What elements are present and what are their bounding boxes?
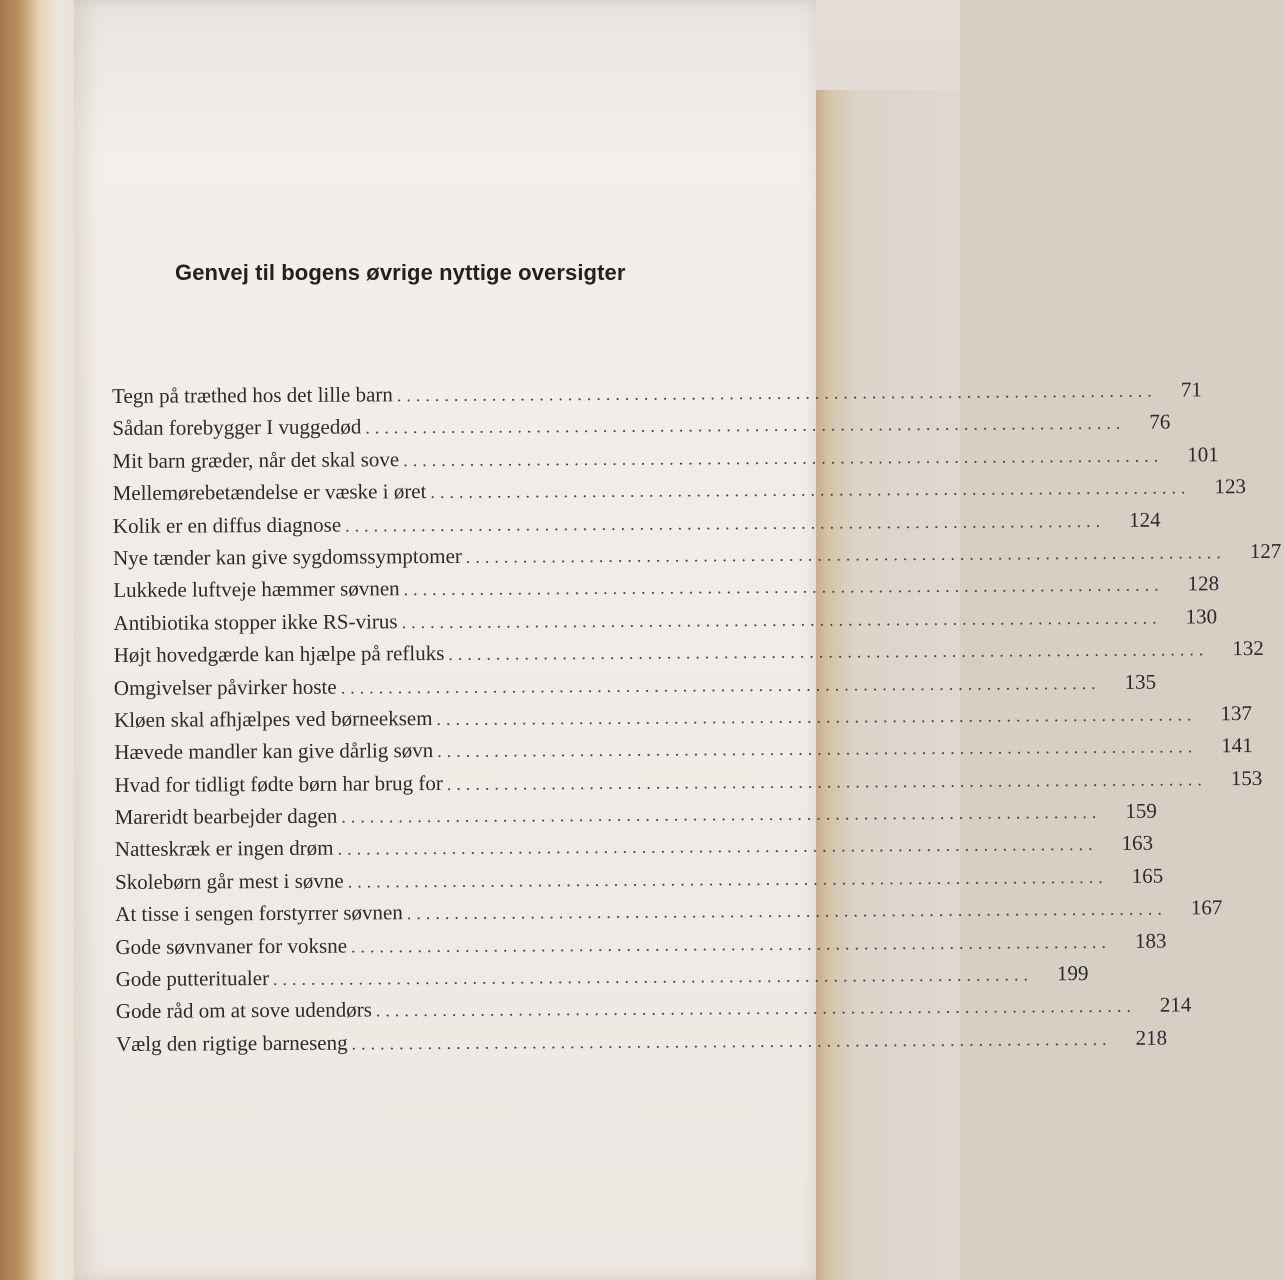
toc-entry-page: 214: [1159, 992, 1192, 1018]
leader-dots: ................................................................................: [375, 996, 1136, 1021]
toc-entry: [113, 668, 1157, 704]
toc-entry: [114, 765, 1263, 801]
leader-dots: ................................................................................: [337, 834, 1098, 860]
toc-entry-page: 124: [1129, 507, 1161, 532]
toc-entry: [113, 603, 1218, 639]
leader-dots: ................................................................................: [365, 413, 1126, 438]
leader-dots: ................................................................................: [272, 964, 1034, 990]
toc-entry-page: 135: [1124, 669, 1157, 694]
left-book-edge: [0, 0, 82, 1280]
toc-entry-title: Kolik er en diffus diagnose: [112, 512, 342, 538]
toc-entry-page: 141: [1221, 733, 1253, 758]
toc-entry-page: 130: [1185, 603, 1218, 629]
toc-entry-page: 199: [1056, 961, 1089, 986]
leader-dots: ................................................................................: [437, 736, 1198, 762]
leader-dots: ................................................................................: [406, 898, 1167, 924]
toc-entry: [112, 409, 1171, 445]
leader-dots: ................................................................................: [446, 769, 1207, 794]
toc-entry: [112, 506, 1161, 542]
leader-dots: ................................................................................: [396, 380, 1157, 406]
toc-entry-title: Natteskræk er ingen drøm: [114, 836, 334, 862]
toc-entry-title: Højt hovedgærde kan hjælpe på refluks: [113, 641, 445, 668]
toc-entry-title: Lukkede luftveje hæmmer søvnen: [113, 576, 400, 603]
toc-entry-title: Mellemørebetændelse er væske i øret: [112, 479, 427, 506]
toc-entry-page: 76: [1149, 409, 1171, 435]
toc-entry-title: Mit barn græder, når det skal sove: [112, 447, 400, 473]
toc-entry-page: 163: [1121, 831, 1154, 856]
toc-entry-title: Hævede mandler kan give dårlig søvn: [114, 738, 434, 765]
toc-entry-page: 128: [1187, 571, 1220, 596]
leader-dots: ................................................................................: [430, 477, 1191, 503]
leader-dots: ................................................................................: [347, 866, 1108, 892]
toc-entry-page: 183: [1134, 928, 1167, 953]
toc-entry: [112, 376, 1202, 412]
toc-entry-page: 137: [1220, 700, 1253, 726]
leader-dots: ................................................................................: [401, 607, 1162, 632]
leader-dots: ................................................................................: [403, 445, 1164, 471]
leader-dots: ................................................................................: [436, 704, 1197, 729]
table-of-contents: [112, 376, 1282, 1060]
toc-entry-title: Hvad for tidligt fødte børn har brug for: [114, 770, 443, 797]
toc-entry-title: Mareridt bearbejder dagen: [114, 803, 338, 830]
toc-entry-title: Sådan forebygger I vuggedød: [112, 414, 362, 441]
toc-entry-page: 165: [1131, 863, 1164, 888]
toc-entry: [114, 862, 1164, 898]
toc-entry: [112, 441, 1219, 477]
toc-entry-title: Gode søvnvaner for voksne: [115, 933, 348, 959]
toc-entry: [114, 797, 1157, 833]
toc-entry: [115, 992, 1192, 1028]
toc-entry-page: 132: [1232, 636, 1264, 661]
toc-entry: [114, 733, 1253, 769]
toc-entry-title: Skolebørn går mest i søvne: [114, 868, 344, 894]
toc-entry: [115, 927, 1167, 963]
leader-dots: ................................................................................: [403, 574, 1164, 600]
toc-entry: [115, 1024, 1168, 1060]
toc-entry-title: Omgivelser påvirker hoste: [113, 674, 337, 700]
toc-entry-title: Gode råd om at sove udendørs: [115, 997, 372, 1024]
toc-entry-page: 153: [1230, 765, 1263, 790]
toc-entry-page: 167: [1190, 895, 1223, 920]
toc-entry: [115, 959, 1089, 995]
toc-entry-page: 123: [1214, 474, 1246, 499]
toc-entry-title: Vælg den rigtige barneseng: [115, 1030, 348, 1056]
page-title: Genvej til bogens øvrige nyttige oversigter: [175, 260, 626, 285]
toc-entry-title: Antibiotika stopper ikke RS-virus: [113, 608, 398, 635]
toc-entry-page: 127: [1249, 538, 1282, 564]
toc-entry-page: 101: [1187, 442, 1219, 467]
page-shadow: [74, 0, 816, 160]
toc-entry: [113, 571, 1220, 607]
toc-entry-title: Gode putteritualer: [115, 966, 270, 992]
toc-entry: [113, 635, 1264, 671]
toc-entry: [115, 895, 1223, 931]
leader-dots: ................................................................................: [351, 1028, 1112, 1054]
toc-entry-title: Tegn på træthed hos det lille barn: [112, 382, 393, 408]
toc-entry-page: 159: [1125, 798, 1157, 823]
toc-entry-title: At tisse i sengen forstyrrer søvnen: [115, 900, 403, 927]
leader-dots: ................................................................................: [350, 931, 1112, 957]
toc-entry: [114, 700, 1253, 736]
leader-dots: ................................................................................: [340, 672, 1101, 698]
leader-dots: ................................................................................: [341, 802, 1102, 827]
toc-entry-title: Nye tænder kan give sygdomssymptomer: [113, 543, 462, 570]
leader-dots: ................................................................................: [448, 639, 1209, 665]
leader-dots: ................................................................................: [345, 510, 1106, 536]
toc-entry-page: 71: [1180, 377, 1202, 402]
toc-entry: [112, 474, 1246, 510]
toc-entry: [113, 538, 1282, 574]
toc-entry: [114, 830, 1154, 866]
leader-dots: ................................................................................: [465, 542, 1226, 567]
toc-entry-page: 218: [1135, 1025, 1168, 1050]
toc-entry-title: Kløen skal afhjælpes ved børneeksem: [114, 705, 433, 732]
